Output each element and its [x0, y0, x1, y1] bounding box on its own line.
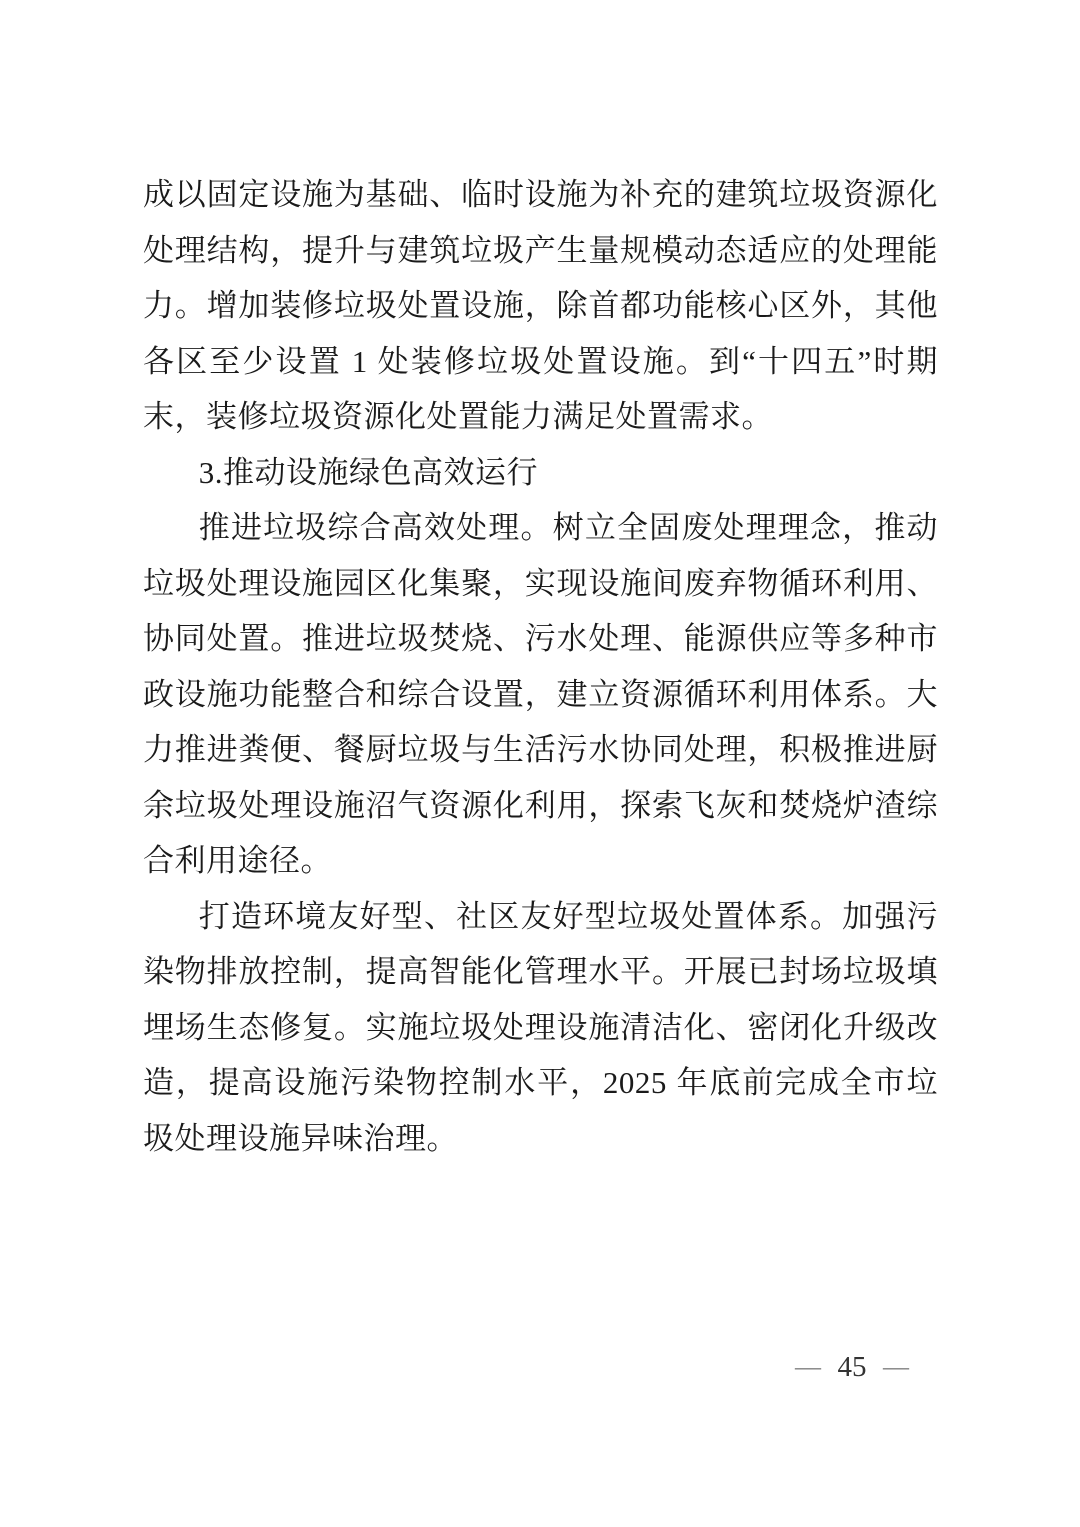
paragraph-continuation: 成以固定设施为基础、临时设施为补充的建筑垃圾资源化处理结构，提升与建筑垃圾产生量规模动态适应的处理能力。增加装修垃圾处置设施，除首都功能核心区外，其他各区至少设置 1 处装修垃圾处置设施。到“十四五”时期末，装修垃圾资源化处置能力满足处置需求。	[143, 177, 938, 434]
section-heading: 3.推动设施绿色高效运行	[198, 454, 539, 490]
page-footer	[795, 1350, 909, 1384]
paragraph-environment-friendly: 打造环境友好型、社区友好型垃圾处置体系。加强污染物排放控制，提高智能化管理水平。开展已封场垃圾填埋场生态修复。实施垃圾处理设施清洁化、密闭化升级改造，提高设施污染物控制水平，2025 年底前完成全市垃圾处理设施异味治理。	[143, 898, 938, 1156]
footer-dash-right: —	[883, 1352, 909, 1381]
document-content	[143, 167, 938, 1166]
footer-dash-left: —	[795, 1352, 821, 1381]
page-number: 45	[837, 1351, 867, 1383]
paragraph-facility-operation: 推进垃圾综合高效处理。树立全固废处理理念，推动垃圾处理设施园区化集聚，实现设施间废弃物循环利用、协同处置。推进垃圾焚烧、污水处理、能源供应等多种市政设施功能整合和综合设置，建立资源循环利用体系。大力推进粪便、餐厨垃圾与生活污水协同处理，积极推进厨余垃圾处理设施沼气资源化利用，探索飞灰和焚烧炉渣综合利用途径。	[143, 510, 938, 878]
